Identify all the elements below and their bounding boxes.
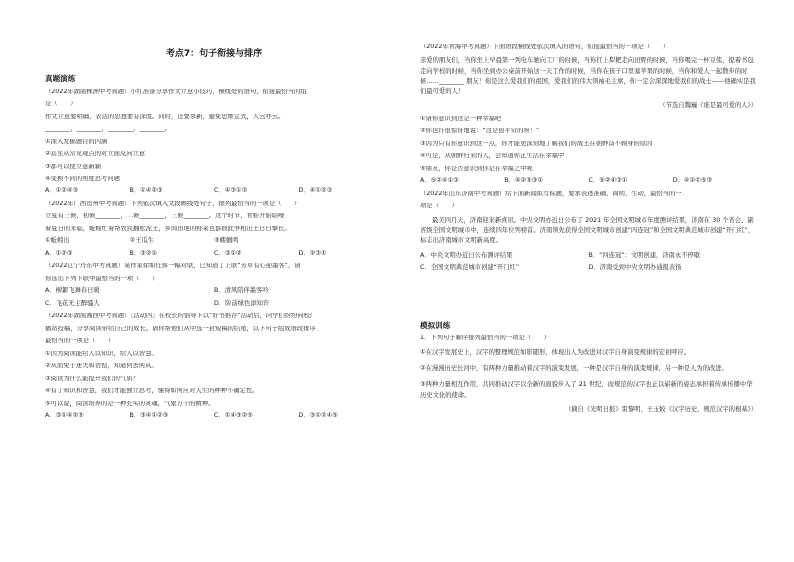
question-2 [45, 201, 383, 257]
question-stem: 你选出下列下联中最恰当的一项（ ） [45, 275, 159, 282]
question-1 [45, 89, 383, 195]
sentence-item: ①请你意识到这是一种幸福吧 [420, 115, 502, 122]
sentence-item: ③因为只有你意识到这一点，你才能更深刻地了解我们的战士在朝鲜奋不顾身的原因 [420, 140, 653, 147]
sentence-item: ③两种力量相互作用，共同推动汉字以全新的面貌步入了 21 世纪，而规范的汉字也正以崭新的姿态承担着传承传播中华历史文化的使命。 [420, 381, 753, 399]
option-b: B．“四连冠”：文明创建，济南永不停歇 [588, 251, 701, 259]
sentence-item: ⑤朋友，你是否意识到你是在幸福之中呢 [420, 165, 533, 172]
option-b: B．①④②③ [129, 187, 163, 195]
option-c: C．④③①② [214, 187, 248, 195]
sentence-item: ③蝼蝈鸣 [214, 237, 239, 245]
option-d: D．济南受到中央文明办通报表扬 [588, 264, 682, 272]
question-stem: （2022年湖南湘西中考真题）［活动四］在校长的倡导下以“好书推荐”活动后，同学们纷纷向校广 [45, 313, 317, 320]
question-stem: 项是（ ） [420, 203, 458, 210]
section-heading-real-exam: 真题演练 [45, 74, 76, 83]
option-a: A．柳絮飞舞春日暖 [45, 287, 100, 295]
question-3 [45, 263, 383, 307]
page-title: 考点7：句子衔接与排序 [165, 49, 263, 59]
question-stem: 1．下列句子顺序排列最恰当的一项是（ ） [420, 335, 550, 342]
question-stem: 是（ ） [45, 101, 77, 108]
question-stem: 播站投稿，分享阅读带给自己的成长。请你帮他们从中选一封短稿的结尾，以下句子组成语段排序 [45, 325, 316, 332]
question-passage: 立夏有三候，初候________，二候________，三候________。这个时节，青蛙开始聒噪 [45, 213, 285, 220]
option-d: D．④①②③ [298, 187, 333, 195]
question-5 [420, 44, 757, 185]
answer-options [45, 188, 383, 194]
option-a: A．③①④②⑤ [45, 412, 84, 420]
question-7 [420, 335, 757, 413]
sentence-item: ②王瓜生 [129, 237, 155, 245]
news-passage: 最美四月天，济南迎来新喜讯。中央文明办近日公布了 2021 年全国文明城市年度测评结果，济南在 30 个省会、副省级全国文明城市中，连续四年位列榜首。济南领先获得全国文明城市创建“四连冠”和全国文明典范城市创建“开门红”，标志出济南城市文明新高度。 [420, 216, 755, 245]
question-passage: 作文立意要明确，表达的思想要有深度。同时，还要求新，避免思维定式，人云亦云。 [45, 113, 285, 120]
sentence-item: ④可是，从朝鲜归来的人，会知道你正生活在幸福中 [420, 153, 565, 160]
option-a: A．①②④③ [45, 187, 79, 195]
option-c: C．⑤②④③① [588, 177, 628, 185]
question-stem: （2022年广西贺州中考真题）下列依次填入文段画线处句子，排列最恰当的一项是（ ） [45, 200, 301, 207]
answer-blanks: ________，________，________，________。 [45, 126, 171, 133]
answer-options [45, 413, 383, 419]
question-passage: 着夏日的来临，蚯蚓忙着帮农民翻松泥土，乡间田埂的野菜也都彼此争相出土日日攀长。 [45, 225, 291, 232]
option-c: C．③①② [214, 249, 242, 257]
sentence-item: ②甚至从常见观点的对立面反向立意 [45, 151, 146, 158]
answer-options [45, 288, 383, 294]
option-a: A．中央文明办近日公布测评结果 [420, 251, 513, 259]
option-b: B．④②⑤③① [504, 177, 544, 185]
option-b: B．③②① [129, 249, 158, 257]
option-a: A．⑤②④①③ [420, 177, 459, 185]
question-6 [420, 191, 757, 272]
answer-options [420, 265, 757, 271]
question-stem: 最恰当的一项是（ ） [45, 338, 115, 345]
option-c: C．全国文明典范城市创建“开门红” [420, 264, 520, 272]
option-d: D．③①②④⑤ [298, 412, 338, 420]
question-passage: 亲爱的朋友们，当你坐上早晨第一列电车驰向工厂的时候，当你扛上犁耙走向田野的时候，当你喝完一杯豆浆，提着书包走向学校的时候，当你坐到办公桌前开始这一天工作的时候，当你在孩子口里塞苹果的时候，当你和爱人一起散步的时候……________ 朋友！你是这么爱我们的祖国，爱我们的伟大领袖毛主席，你一定会深深地爱我们的战士——他确实是我们最可爱的人！ [420, 57, 756, 96]
left-column [45, 44, 383, 426]
option-c: C．①④③②⑤ [214, 412, 253, 420]
section-heading-practice: 模拟训练 [420, 320, 451, 330]
sentence-item: ①因为阅读能给人以知识，给人以智慧。 [45, 350, 158, 357]
option-b: B．清风陪伴墨客吟 [214, 287, 269, 295]
answer-options [45, 251, 383, 257]
right-column [420, 44, 757, 419]
answer-options [420, 253, 757, 259]
answer-options [420, 178, 757, 184]
sentence-item: ②在漫漫历史长河中，有两种力量推动着汉字的演变发展，一种是汉字自身的演变规律，另一种是人为的改进。 [420, 364, 728, 372]
option-a: A．①②③ [45, 249, 73, 257]
sentence-item: ④有了知识和智慧，我们才能独立思考，懂得如何应对人生的种种不确定性。 [45, 388, 259, 395]
option-c: C．飞花无主醉骚人 [45, 299, 100, 307]
answer-options [45, 301, 383, 307]
sentence-item: ①深入发掘题目的内涵 [45, 138, 108, 145]
sentence-item: ②从而免于迷失和彷徨，知道何去何从。 [45, 363, 158, 370]
option-d: D．阶前绿色添知许 [214, 299, 270, 307]
sentence-items [45, 238, 383, 244]
question-4 [45, 313, 383, 419]
question-stem: （2022年山东济南中考真题）给下面新闻拟写标题，要求表述准确、简明、生动，最恰当的一 [420, 190, 682, 197]
sentence-item: ①蚯蚓出 [45, 237, 70, 245]
question-stem: （2022年湖南株洲中考真题）小红准备分享作文立意小技巧，横线处的语句，衔接最恰当的组 [45, 88, 307, 95]
sentence-item: ④变换不同的角度思考问题 [45, 175, 120, 182]
sentence-item: ③都可以使立意新颖 [45, 163, 102, 170]
passage-source: （节选自魏巍《谁是最可爱的人》） [659, 102, 757, 110]
sentence-item: ③阅读为什么能提升我们的气质？ [45, 375, 139, 382]
sentence-item: ⑤可以说，阅读培养的是一种充实的灵魂，气象万千的精神。 [45, 400, 215, 407]
sentence-item: ②你也许很惊讶地说：“这是很平常的呀！” [420, 128, 540, 135]
option-d: D．②③① [298, 249, 327, 257]
question-stem: （2022辽宁丹东中考真题）某作家徐如任挥一幅对联，已知道了上联“芳草有心迎墨客”，请 [45, 263, 301, 270]
passage-source: （摘自《光明日报》雷黎明、王玉蛟《汉字历史，规范汉字的根基》） [564, 405, 757, 413]
option-b: B．③④①②⑤ [129, 412, 169, 420]
option-d: D．④②①⑤③ [672, 177, 713, 185]
sentence-item: ①在汉字发展史上，汉字的整理规范如影随形，体现出人为改进对汉字自身演变规律的宏初呼应。 [420, 348, 691, 356]
question-stem: （2022年青海中考真题）下面语段横线处依次填入的语句，衔接最恰当的一项是（ ） [420, 44, 670, 50]
